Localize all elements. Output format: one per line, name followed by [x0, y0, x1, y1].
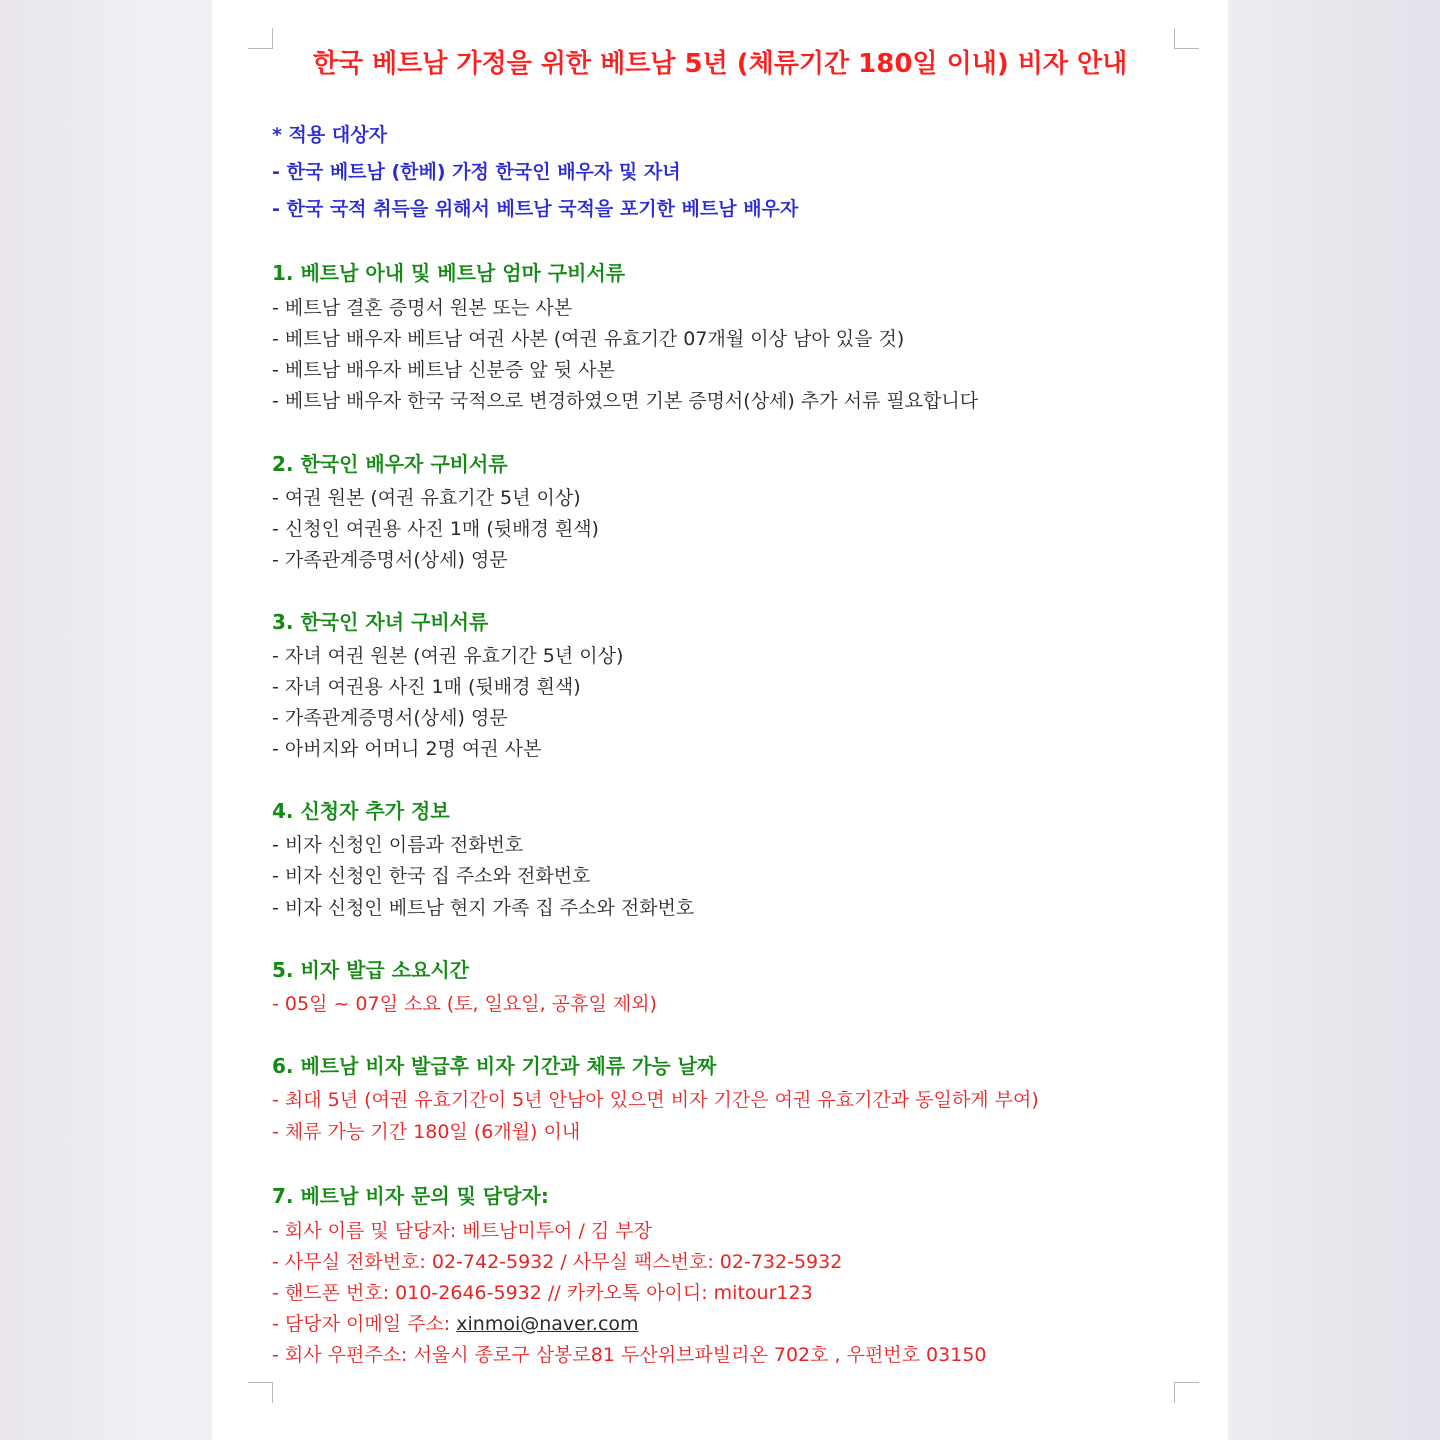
section-7-item: - 핸드폰 번호: 010-2646-5932 // 카카오톡 아이디: mitour123 [272, 1282, 813, 1304]
section-6-item: - 최대 5년 (여권 유효기간이 5년 안남아 있으면 비자 기간은 여권 유효기간과 동일하게 부여) [272, 1089, 1039, 1111]
section-4-item: - 비자 신청인 이름과 전화번호 [272, 834, 524, 856]
email-label: - 담당자 이메일 주소: [272, 1313, 457, 1335]
target-item: - 한국 국적 취득을 위해서 베트남 국적을 포기한 베트남 배우자 [272, 198, 799, 220]
section-1-item: - 베트남 배우자 베트남 신분증 앞 뒷 사본 [272, 359, 615, 381]
section-3-item: - 아버지와 어머니 2명 여권 사본 [272, 738, 542, 760]
section-3-heading: 3. 한국인 자녀 구비서류 [272, 610, 489, 634]
section-1-item: - 베트남 배우자 한국 국적으로 변경하였으면 기본 증명서(상세) 추가 서류 필요합니다 [272, 390, 979, 412]
section-5-item: - 05일 ~ 07일 소요 (토, 일요일, 공휴일 제외) [272, 993, 657, 1015]
section-7-heading: 7. 베트남 비자 문의 및 담당자: [272, 1184, 549, 1208]
section-7-item: - 회사 이름 및 담당자: 베트남미투어 / 김 부장 [272, 1220, 652, 1242]
section-3-item: - 자녀 여권용 사진 1매 (뒷배경 흰색) [272, 676, 581, 698]
section-2-item: - 가족관계증명서(상세) 영문 [272, 549, 508, 571]
section-1-item: - 베트남 배우자 베트남 여권 사본 (여권 유효기간 07개월 이상 남아 있을 것) [272, 328, 905, 350]
section-3-item: - 자녀 여권 원본 (여권 유효기간 5년 이상) [272, 645, 624, 667]
section-1-item: - 베트남 결혼 증명서 원본 또는 사본 [272, 297, 573, 319]
section-3-item: - 가족관계증명서(상세) 영문 [272, 707, 508, 729]
section-4-item: - 비자 신청인 베트남 현지 가족 집 주소와 전화번호 [272, 897, 695, 919]
section-2-heading: 2. 한국인 배우자 구비서류 [272, 452, 508, 476]
section-7-address: - 회사 우편주소: 서울시 종로구 삼봉로81 두산위브파빌리온 702호 , 우편번호 03150 [272, 1344, 987, 1366]
section-2-item: - 여권 원본 (여권 유효기간 5년 이상) [272, 487, 581, 509]
document-title: 한국 베트남 가정을 위한 베트남 5년 (체류기간 180일 이내) 비자 안내 [312, 49, 1128, 79]
section-7-email-line [272, 1310, 639, 1338]
target-heading: * 적용 대상자 [272, 124, 387, 146]
section-6-heading: 6. 베트남 비자 발급후 비자 기간과 체류 가능 날짜 [272, 1054, 717, 1078]
section-1-heading: 1. 베트남 아내 및 베트남 엄마 구비서류 [272, 261, 626, 285]
target-item: - 한국 베트남 (한베) 가정 한국인 배우자 및 자녀 [272, 161, 681, 183]
section-4-item: - 비자 신청인 한국 집 주소와 전화번호 [272, 865, 591, 887]
email-link[interactable]: xinmoi@naver.com [456, 1313, 639, 1335]
section-6-item: - 체류 가능 기간 180일 (6개월) 이내 [272, 1121, 581, 1143]
section-4-heading: 4. 신청자 추가 정보 [272, 799, 450, 823]
section-7-item: - 사무실 전화번호: 02-742-5932 / 사무실 팩스번호: 02-732-5932 [272, 1251, 843, 1273]
crop-mark-bottom-right [1174, 1382, 1199, 1403]
section-5-heading: 5. 비자 발급 소요시간 [272, 958, 469, 982]
section-2-item: - 신청인 여권용 사진 1매 (뒷배경 흰색) [272, 518, 599, 540]
crop-mark-bottom-left [248, 1382, 273, 1403]
